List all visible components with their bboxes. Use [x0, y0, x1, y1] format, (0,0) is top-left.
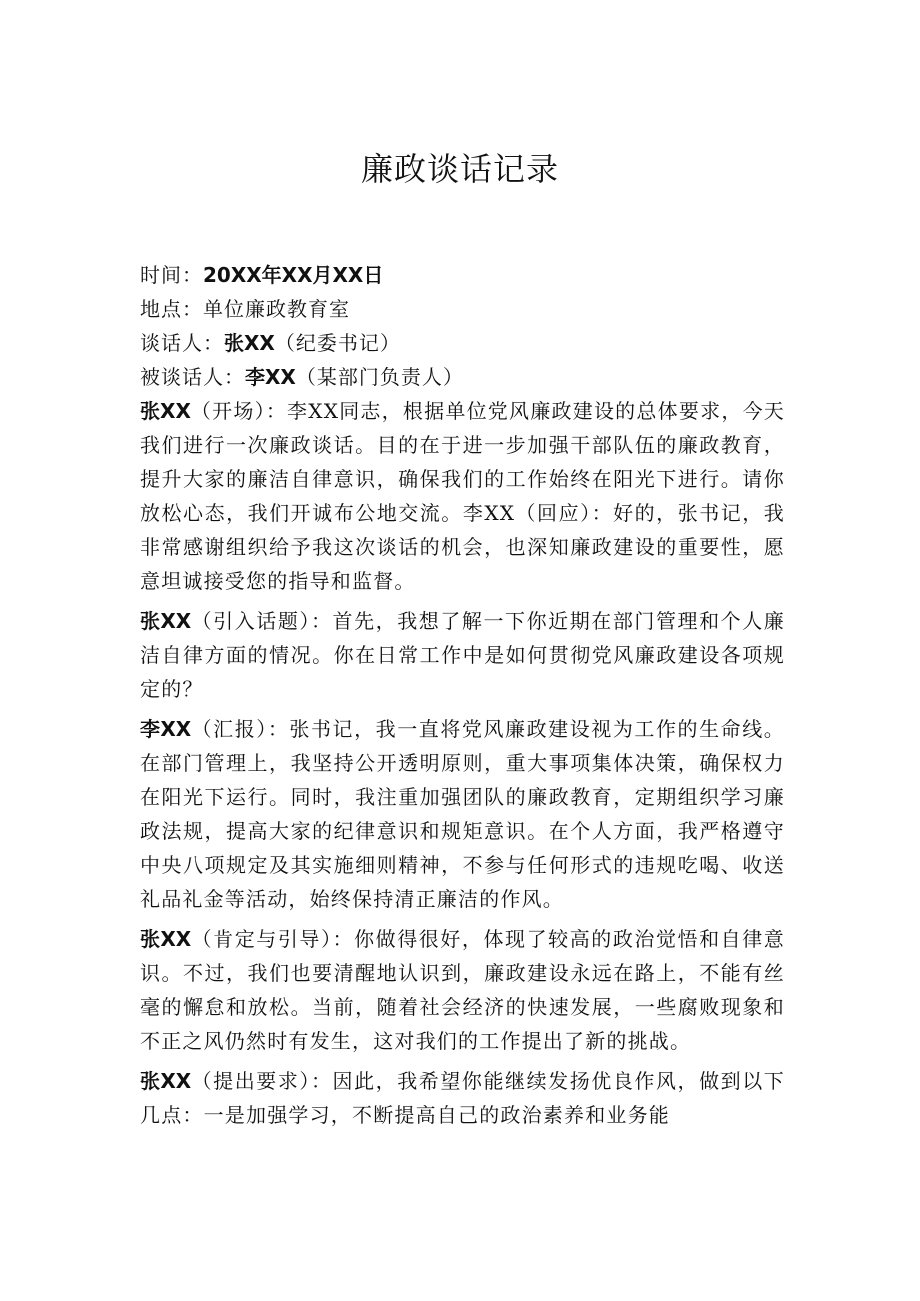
- interviewer-role: （纪委书记）: [274, 331, 401, 355]
- speaker-name: 李XX: [140, 717, 192, 741]
- speaker-name: 张XX: [140, 1069, 192, 1093]
- dialogue-paragraph: [140, 712, 785, 916]
- document-title: 廉政谈话记录: [360, 150, 559, 189]
- meta-interviewee: [140, 360, 785, 394]
- paragraph-text: （引入话题）：首先，我想了解一下你近期在部门管理和个人廉洁自律方面的情况。你在日常工作中是如何贯彻党风廉政建设各项规定的？: [140, 609, 786, 701]
- time-value: 20XX年XX月XX日: [203, 263, 384, 287]
- interviewee-role: （某部门负责人）: [295, 365, 464, 389]
- speaker-name: 张XX: [140, 399, 191, 423]
- time-label: 时间：: [140, 263, 203, 287]
- meta-place: [140, 292, 785, 326]
- meta-time: [140, 258, 785, 292]
- paragraph-text: （提出要求）：因此，我希望你能继续发扬优良作风，做到以下几点：一是加强学习，不断提高自己的政治素养和业务能: [140, 1069, 786, 1127]
- interviewer-label: 谈话人：: [140, 331, 224, 355]
- dialogue-paragraph: [140, 922, 785, 1058]
- speaker-name: 张XX: [140, 927, 192, 951]
- dialogue-paragraph: [140, 394, 785, 598]
- dialogue-paragraph: [140, 1064, 785, 1132]
- speaker-name: 张XX: [140, 609, 192, 633]
- place-label: 地点：: [140, 297, 203, 321]
- paragraph-text: （肯定与引导）：你做得很好，体现了较高的政治觉悟和自律意识。不过，我们也要清醒地认识到，廉政建设永远在路上，不能有丝毫的懈怠和放松。当前，随着社会经济的快速发展，一些腐败现象和不正之风仍然时有发生，这对我们的工作提出了新的挑战。: [140, 927, 786, 1053]
- paragraph-text: （汇报）：张书记，我一直将党风廉政建设视为工作的生命线。在部门管理上，我坚持公开透明原则，重大事项集体决策，确保权力在阳光下运行。同时，我注重加强团队的廉政教育，定期组织学习廉政法规，提高大家的纪律意识和规矩意识。在个人方面，我严格遵守中央八项规定及其实施细则精神，不参与任何形式的违规吃喝、收送礼品礼金等活动，始终保持清正廉洁的作风。: [140, 717, 786, 911]
- dialogue-paragraph: [140, 604, 785, 706]
- meta-interviewer: [140, 326, 785, 360]
- interviewee-label: 被谈话人：: [140, 365, 245, 389]
- place-value: 单位廉政教育室: [203, 297, 350, 321]
- interviewee-name: 李XX: [245, 365, 296, 389]
- document-body: [140, 258, 785, 1138]
- interviewer-name: 张XX: [224, 331, 275, 355]
- paragraph-text: （开场）：李XX同志，根据单位党风廉政建设的总体要求，今天我们进行一次廉政谈话。目的在于进一步加强干部队伍的廉政教育，提升大家的廉洁自律意识，确保我们的工作始终在阳光下进行。请你放松心态，我们开诚布公地交流。李XX（回应）：好的，张书记，我非常感谢组织给予我这次谈话的机会，也深知廉政建设的重要性，愿意坦诚接受您的指导和监督。: [140, 399, 785, 593]
